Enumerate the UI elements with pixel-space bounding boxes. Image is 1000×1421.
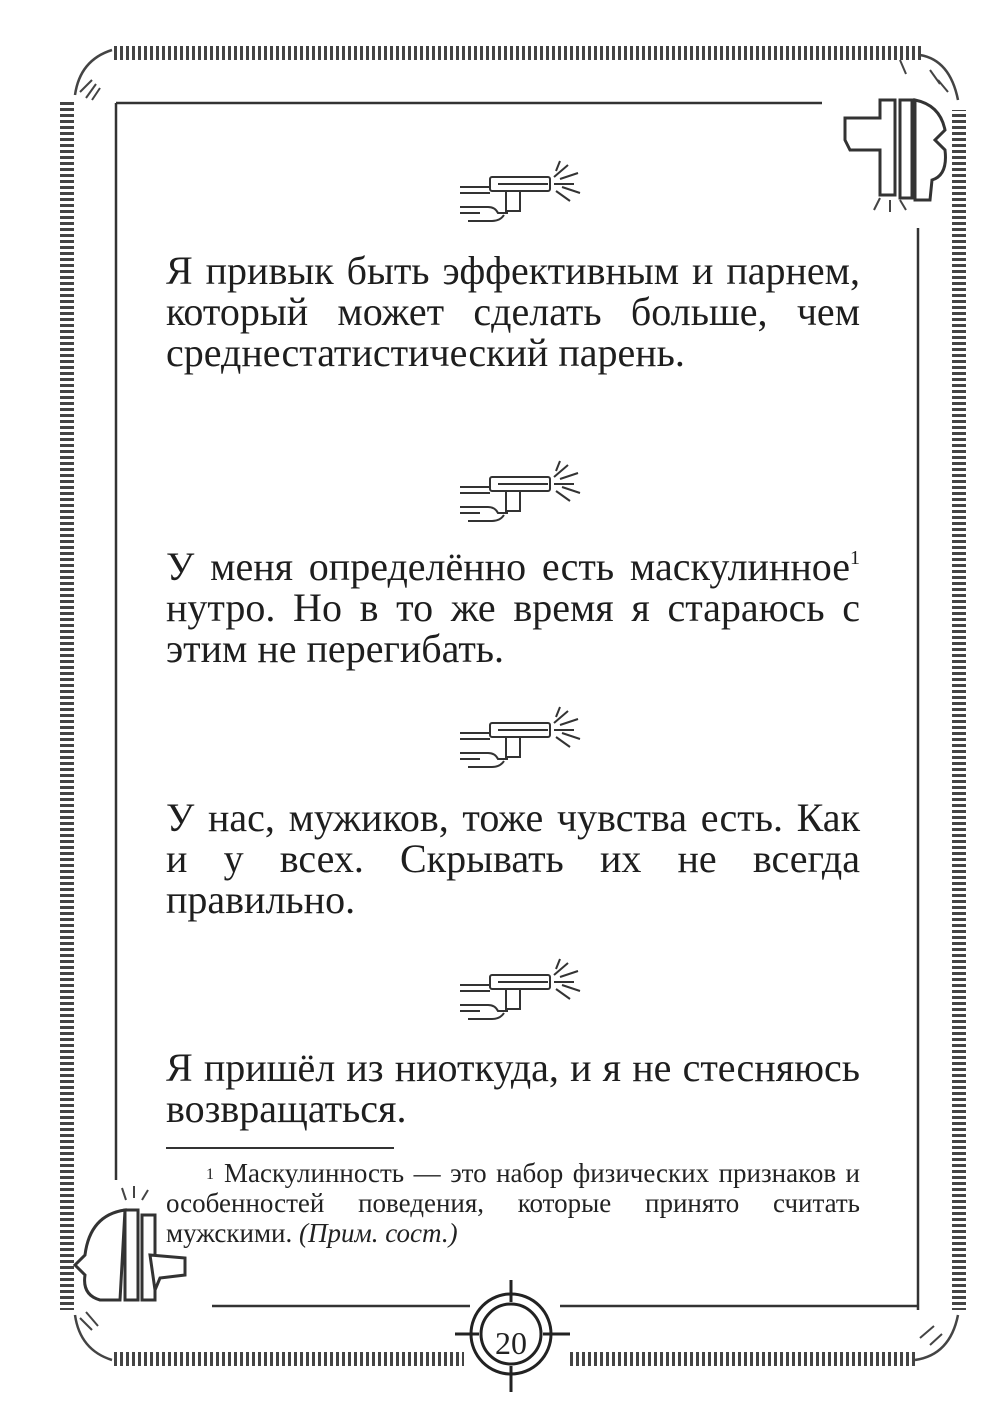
paragraph-2-text-start: У меня определённо есть маскулинное — [166, 544, 850, 589]
page-number: 20 — [495, 1325, 527, 1361]
paragraph-4: Я пришёл из ниоткуда, и я не стесняюсь возвращаться. — [166, 1045, 860, 1131]
hand-pistol-icon — [450, 703, 590, 783]
hand-pistol-icon — [450, 457, 590, 537]
hand-pistol-icon — [450, 157, 590, 237]
paragraph-2-text-end: нутро. Но в то же время я стараюсь с этим не перегибать. — [166, 585, 860, 671]
footnote-note: (Прим. сост.) — [298, 1218, 458, 1248]
paragraph-2 — [166, 546, 860, 669]
hand-pistol-icon — [450, 955, 590, 1035]
hand-pistol-icon — [845, 100, 945, 200]
footnote-text: Маскулинность — это набор физических признаков и особенностей поведения, которые принято считать мужскими. — [166, 1158, 860, 1248]
footnote-marker: 1 — [206, 1166, 214, 1183]
footnote-reference: 1 — [850, 547, 860, 569]
paragraph-3: У нас, мужиков, тоже чувства есть. Как и у всех. Скрывать их не всегда правильно. — [166, 795, 860, 922]
footnote-divider — [166, 1147, 394, 1149]
paragraph-1: Я привык быть эффективным и парнем, который может сделать больше, чем среднестатистический парень. — [166, 248, 860, 375]
footnote — [166, 1158, 860, 1248]
